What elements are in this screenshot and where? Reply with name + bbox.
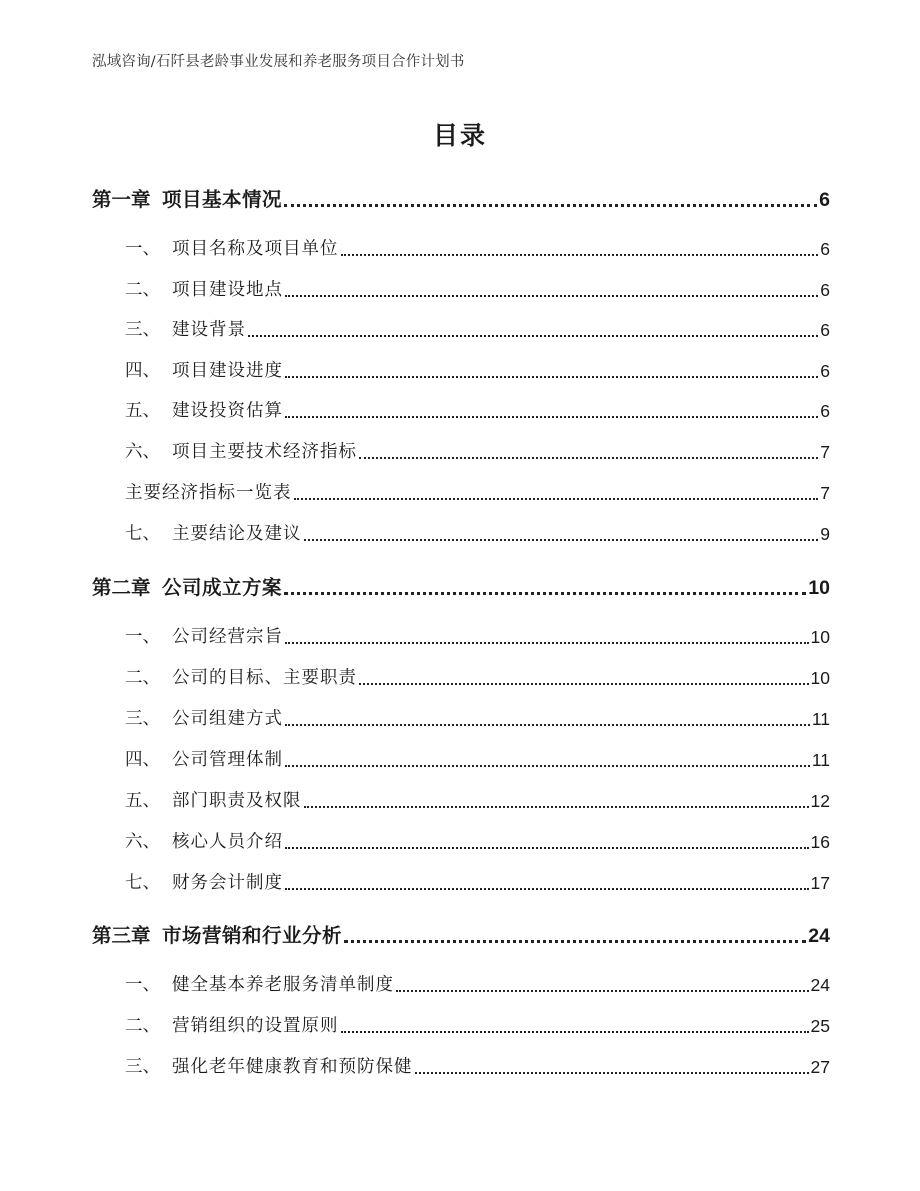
toc-dot-leader — [285, 724, 810, 726]
toc-entry-number: 三、 — [125, 709, 160, 729]
toc-dot-leader — [285, 888, 809, 890]
toc-dot-leader — [304, 806, 809, 808]
toc-dot-leader — [294, 498, 819, 500]
toc-page-number: 24 — [808, 925, 830, 947]
toc-section-entry[interactable] — [125, 828, 830, 853]
toc-section-entry[interactable] — [125, 746, 830, 771]
toc-page-number: 7 — [820, 483, 830, 503]
toc-page-number: 25 — [810, 1016, 830, 1036]
toc-page-number: 12 — [810, 791, 830, 811]
toc-entry-number: 七、 — [125, 524, 160, 544]
toc-entry-label: 项目建设地点 — [172, 280, 283, 300]
toc-dot-leader — [285, 295, 818, 297]
toc-entry-number: 四、 — [125, 361, 160, 381]
toc-entry-number: 一、 — [125, 239, 160, 259]
toc-entry-number: 三、 — [125, 1057, 160, 1077]
toc-entry-label: 主要经济指标一览表 — [125, 483, 292, 503]
toc-page-number: 10 — [810, 627, 830, 647]
toc-entry-label: 公司组建方式 — [172, 709, 283, 729]
toc-dot-leader — [344, 940, 806, 943]
toc-entry-label: 项目基本情况 — [162, 188, 283, 211]
toc-entry-number: 七、 — [125, 873, 160, 893]
toc-page-number: 6 — [819, 189, 830, 211]
page-title: 目录 — [432, 121, 487, 150]
toc-entry-number: 四、 — [125, 750, 160, 770]
toc-section-entry[interactable] — [125, 397, 830, 422]
toc-section-entry[interactable] — [125, 664, 830, 689]
toc-chapter-entry[interactable] — [92, 572, 830, 600]
toc-chapter-entry[interactable] — [92, 920, 830, 948]
toc-entry-number: 六、 — [125, 442, 160, 462]
toc-dot-leader — [359, 457, 818, 459]
toc-page-number: 27 — [810, 1057, 830, 1077]
toc-entry-label: 建设背景 — [172, 320, 246, 340]
toc-entry-number: 五、 — [125, 791, 160, 811]
toc-page-number: 6 — [820, 401, 830, 421]
toc-page-number: 6 — [820, 239, 830, 259]
toc-page-number: 6 — [820, 280, 830, 300]
toc-page-number: 6 — [820, 361, 830, 381]
toc-section-entry[interactable] — [125, 869, 830, 894]
toc-entry-number: 一、 — [125, 975, 160, 995]
toc-section-entry[interactable] — [125, 479, 830, 504]
toc-entry-label: 公司的目标、主要职责 — [172, 668, 357, 688]
toc-entry-number: 五、 — [125, 401, 160, 421]
toc-entry-number: 第二章 — [92, 576, 151, 599]
toc-chapter-entry[interactable] — [92, 184, 830, 212]
toc-dot-leader — [341, 1031, 809, 1033]
toc-dot-leader — [341, 254, 819, 256]
toc-entry-number: 一、 — [125, 627, 160, 647]
toc-dot-leader — [285, 642, 809, 644]
toc-dot-leader — [284, 204, 817, 207]
toc-entry-number: 六、 — [125, 832, 160, 852]
toc-entry-number: 二、 — [125, 280, 160, 300]
toc-dot-leader — [248, 335, 818, 337]
toc-entry-label: 营销组织的设置原则 — [172, 1016, 339, 1036]
toc-entry-label: 强化老年健康教育和预防保健 — [172, 1057, 413, 1077]
toc-entry-label: 部门职责及权限 — [172, 791, 302, 811]
toc-dot-leader — [359, 683, 809, 685]
toc-page-number: 16 — [810, 832, 830, 852]
toc-dot-leader — [285, 847, 809, 849]
toc-section-entry[interactable] — [125, 623, 830, 648]
toc-page-number: 10 — [808, 577, 830, 599]
toc-entry-label: 建设投资估算 — [172, 401, 283, 421]
toc-entry-label: 健全基本养老服务清单制度 — [172, 975, 394, 995]
toc-entry-label: 项目建设进度 — [172, 361, 283, 381]
toc-section-entry[interactable] — [125, 1012, 830, 1037]
toc-section-entry[interactable] — [125, 357, 830, 382]
toc-section-entry[interactable] — [125, 276, 830, 301]
toc-entry-number: 二、 — [125, 1016, 160, 1036]
toc-page-number: 6 — [820, 320, 830, 340]
toc-page-number: 10 — [810, 668, 830, 688]
toc-page-number: 17 — [810, 873, 830, 893]
toc-entry-label: 核心人员介绍 — [172, 832, 283, 852]
toc-entry-label: 财务会计制度 — [172, 873, 283, 893]
toc-dot-leader — [304, 539, 819, 541]
toc-section-entry[interactable] — [125, 971, 830, 996]
toc-dot-leader — [415, 1072, 809, 1074]
toc-page-number: 7 — [820, 442, 830, 462]
toc-section-entry[interactable] — [125, 787, 830, 812]
toc-dot-leader — [396, 990, 809, 992]
toc-entry-number: 第三章 — [92, 924, 151, 947]
toc-entry-label: 项目名称及项目单位 — [172, 239, 339, 259]
toc-dot-leader — [285, 765, 810, 767]
toc-entry-label: 主要结论及建议 — [172, 524, 302, 544]
toc-dot-leader — [284, 592, 806, 595]
toc-entry-number: 第一章 — [92, 188, 151, 211]
toc-entry-label: 项目主要技术经济指标 — [172, 442, 357, 462]
toc-section-entry[interactable] — [125, 438, 830, 463]
toc-section-entry[interactable] — [125, 705, 830, 730]
toc-section-entry[interactable] — [125, 235, 830, 260]
toc-section-entry[interactable] — [125, 520, 830, 545]
toc-section-entry[interactable] — [125, 1053, 830, 1078]
toc-entry-label: 公司经营宗旨 — [172, 627, 283, 647]
toc-entry-label: 公司管理体制 — [172, 750, 283, 770]
toc-page-number: 11 — [811, 709, 830, 729]
toc-entry-label: 公司成立方案 — [162, 576, 283, 599]
running-header: 泓域咨询/石阡县老龄事业发展和养老服务项目合作计划书 — [92, 54, 465, 70]
toc-entry-label: 市场营销和行业分析 — [162, 924, 343, 947]
toc-page-number: 11 — [811, 750, 830, 770]
toc-entry-number: 二、 — [125, 668, 160, 688]
toc-entry-number: 三、 — [125, 320, 160, 340]
toc-dot-leader — [285, 416, 818, 418]
toc-page-number: 24 — [810, 975, 830, 995]
toc-page-number: 9 — [820, 524, 830, 544]
toc-dot-leader — [285, 376, 818, 378]
toc-section-entry[interactable] — [125, 316, 830, 341]
